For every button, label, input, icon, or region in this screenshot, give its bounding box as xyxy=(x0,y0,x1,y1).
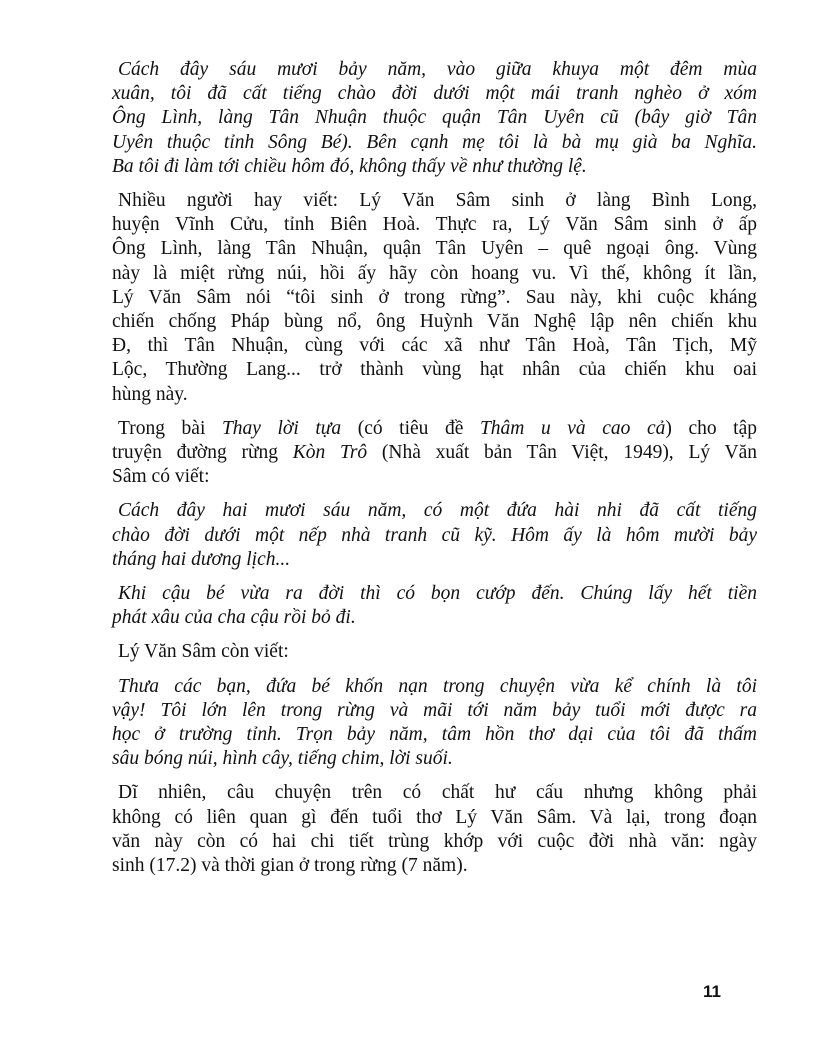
paragraph xyxy=(112,675,757,772)
text-segment: truyện đường rừng xyxy=(112,442,293,464)
paragraph xyxy=(112,781,757,878)
paragraph xyxy=(112,58,757,179)
text-segment: sâu bóng núi, hình cây, tiếng chim, lời suối. xyxy=(112,748,453,770)
text-segment: Khi cậu bé vừa ra đời thì có bọn cướp đến. Chúng lấy hết tiền xyxy=(118,583,757,605)
page-number: 11 xyxy=(703,982,721,1001)
text-line xyxy=(112,58,757,82)
text-line xyxy=(112,830,757,854)
text-segment: vậy! Tôi lớn lên trong rừng và mãi tới năm bảy tuổi mới được ra xyxy=(112,699,757,721)
text-segment: Lý Văn Sâm còn viết: xyxy=(118,641,289,663)
text-segment: sinh (17.2) và thời gian ở trong rừng (7 năm). xyxy=(112,855,468,877)
text-line xyxy=(112,213,757,237)
text-segment: huyện Vĩnh Cửu, tỉnh Biên Hoà. Thực ra, Lý Văn Sâm sinh ở ấp xyxy=(112,214,757,236)
text-segment: Ba tôi đi làm tới chiều hôm đó, không thấy về như thường lệ. xyxy=(112,155,587,177)
text-segment: phát xâu của cha cậu rồi bỏ đi. xyxy=(112,607,356,629)
italic-title: Thâm u và cao cả xyxy=(479,417,666,439)
text-segment: Dĩ nhiên, câu chuyện trên có chất hư cấu nhưng không phải xyxy=(118,782,757,804)
text-line xyxy=(112,606,757,630)
text-segment: chào đời dưới một nếp nhà tranh cũ kỹ. Hôm ấy là hôm mười bảy xyxy=(112,524,757,546)
text-line xyxy=(112,548,757,572)
text-segment: Nhiều người hay viết: Lý Văn Sâm sinh ở làng Bình Long, xyxy=(118,190,757,212)
text-line xyxy=(112,854,757,878)
text-line xyxy=(112,82,757,106)
text-segment: Thưa các bạn, đứa bé khốn nạn trong chuyện vừa kể chính là tôi xyxy=(118,675,757,697)
text-line xyxy=(112,237,757,261)
text-line xyxy=(112,383,757,407)
text-line xyxy=(112,131,757,155)
text-line xyxy=(112,106,757,130)
text-segment: Lộc, Thường Lang... trở thành vùng hạt nhân của chiến khu oai xyxy=(112,359,757,381)
text-segment: không có liên quan gì đến tuổi thơ Lý Văn Sâm. Và lại, trong đoạn xyxy=(112,806,757,828)
text-line xyxy=(112,723,757,747)
text-segment: Ông Lình, làng Tân Nhuận, quận Tân Uyên – quê ngoại ông. Vùng xyxy=(112,238,757,260)
text-segment: xuân, tôi đã cất tiếng chào đời dưới một mái tranh nghèo ở xóm xyxy=(112,83,757,105)
text-line xyxy=(112,747,757,771)
text-segment: hùng này. xyxy=(112,383,188,405)
text-line xyxy=(112,806,757,830)
paragraph xyxy=(112,640,757,664)
text-line xyxy=(112,582,757,606)
italic-title: Thay lời tựa xyxy=(221,417,342,439)
text-segment: Ông Lình, làng Tân Nhuận thuộc quận Tân Uyên cũ (bây giờ Tân xyxy=(112,107,757,129)
text-line xyxy=(112,441,757,465)
italic-title: Kòn Trô xyxy=(292,442,368,464)
text-segment: (có tiêu đề xyxy=(341,417,480,439)
text-line xyxy=(112,781,757,805)
text-line xyxy=(112,189,757,213)
text-segment: ) cho tập xyxy=(665,417,757,439)
paragraph xyxy=(112,582,757,630)
text-segment: Trong bài xyxy=(118,417,222,439)
text-segment: Cách đây hai mươi sáu năm, có một đứa hài nhi đã cất tiếng xyxy=(118,500,757,522)
text-segment: (Nhà xuất bản Tân Việt, 1949), Lý Văn xyxy=(367,442,757,464)
text-segment: Sâm có viết: xyxy=(112,466,210,488)
text-line xyxy=(112,465,757,489)
text-line xyxy=(112,640,757,664)
text-segment: học ở trường tỉnh. Trọn bảy năm, tâm hồn thơ dại của tôi đã thấm xyxy=(112,724,757,746)
text-line xyxy=(112,524,757,548)
paragraph xyxy=(112,417,757,490)
text-segment: tháng hai dương lịch... xyxy=(112,548,291,570)
paragraph xyxy=(112,189,757,407)
text-line xyxy=(112,155,757,179)
text-segment: Uyên thuộc tỉnh Sông Bé). Bên cạnh mẹ tôi là bà mụ già ba Nghĩa. xyxy=(112,131,757,153)
text-line xyxy=(112,699,757,723)
text-line xyxy=(112,310,757,334)
text-segment: văn này còn có hai chi tiết trùng khớp với cuộc đời nhà văn: ngày xyxy=(112,830,757,852)
text-line xyxy=(112,262,757,286)
text-line xyxy=(112,417,757,441)
text-line xyxy=(112,499,757,523)
text-line xyxy=(112,675,757,699)
text-line xyxy=(112,334,757,358)
text-segment: Đ, thì Tân Nhuận, cùng với các xã như Tân Hoà, Tân Tịch, Mỹ xyxy=(112,335,757,357)
page-body xyxy=(112,58,757,888)
text-segment: Cách đây sáu mươi bảy năm, vào giữa khuya một đêm mùa xyxy=(118,59,757,80)
text-line xyxy=(112,358,757,382)
text-line xyxy=(112,286,757,310)
text-segment: chiến chống Pháp bùng nổ, ông Huỳnh Văn Nghệ lập nên chiến khu xyxy=(112,311,757,333)
text-segment: này là miệt rừng núi, hồi ấy hãy còn hoang vu. Vì thế, không ít lần, xyxy=(112,262,757,284)
paragraph xyxy=(112,499,757,572)
text-segment: Lý Văn Sâm nói “tôi sinh ở trong rừng”. Sau này, khi cuộc kháng xyxy=(112,286,757,308)
